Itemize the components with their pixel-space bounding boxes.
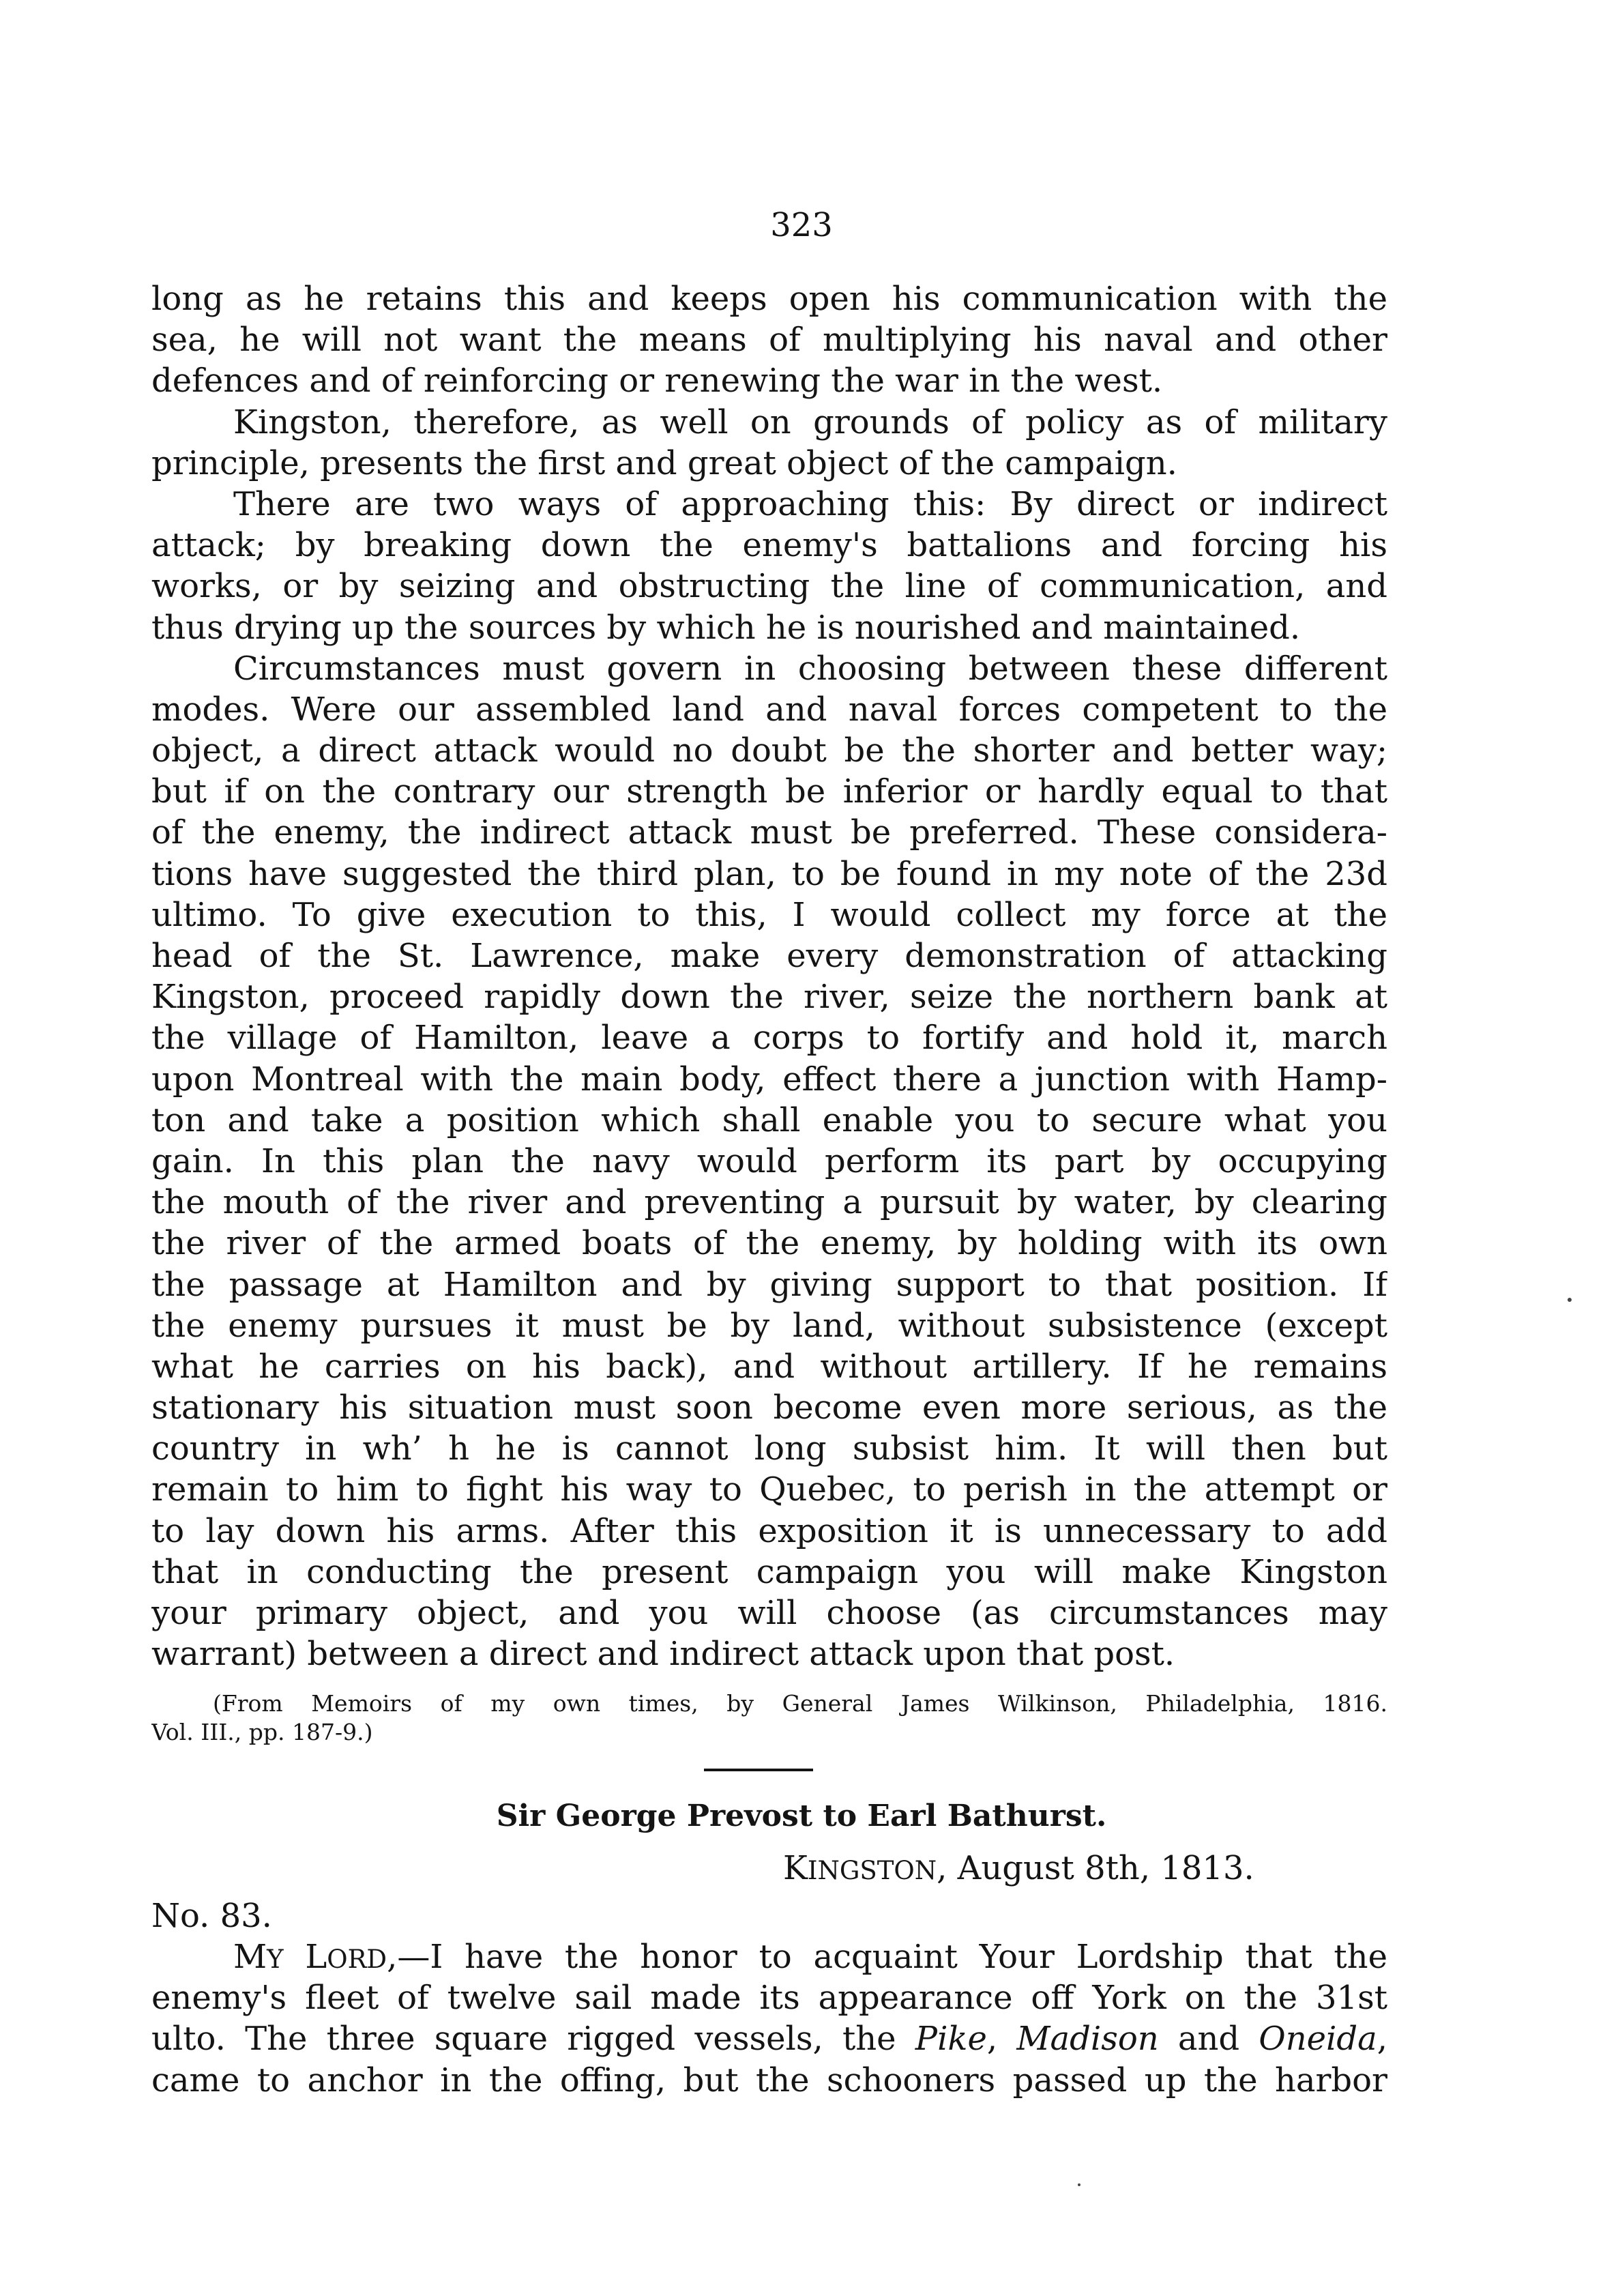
letter-excerpt-text	[151, 278, 1387, 1674]
salutation-my-rest: Y	[267, 1945, 284, 1974]
citation-line: (From Memoirs of my own times, by General James Wilkinson, Philadelphia, 1816.	[213, 1690, 1387, 1717]
letter-body	[151, 1936, 1387, 2101]
dateline-date: , August 8th, 1813.	[937, 1849, 1254, 1887]
text-line: tions have suggested the third plan, to be found in my note of the 23d	[151, 854, 1387, 893]
ship-separator: ,	[986, 2020, 1017, 2059]
text-line: Circumstances must govern in choosing between these different	[233, 649, 1387, 688]
ship-line-lead: ulto. The three square rigged vessels, the	[151, 2020, 915, 2059]
text-line: that in conducting the present campaign you will make Kingston	[151, 1552, 1387, 1591]
text-line: but if on the contrary our strength be inferior or hardly equal to that	[151, 772, 1387, 811]
text-line: the river of the armed boats of the enemy, by holding with its own	[151, 1224, 1387, 1263]
letter-number: No. 83.	[151, 1897, 272, 1935]
source-citation	[151, 1689, 1387, 1747]
page-number: 323	[770, 206, 833, 244]
text-line: Kingston, therefore, as well on grounds of policy as of military	[233, 403, 1387, 441]
salutation-my-initial: M	[233, 1938, 267, 1976]
text-line: enemy's fleet of twelve sail made its appearance off York on the 31st	[151, 1979, 1387, 2018]
text-line: the village of Hamilton, leave a corps to fortify and hold it, march	[151, 1019, 1387, 1058]
text-line: modes. Were our assembled land and naval forces competent to the	[151, 690, 1387, 729]
scan-speck	[1078, 2183, 1080, 2186]
dateline-place-rest: INGSTON	[807, 1856, 937, 1885]
text-line: sea, he will not want the means of multiplying his naval and other	[151, 321, 1387, 360]
text-line: what he carries on his back), and without artillery. If he remains	[151, 1347, 1387, 1386]
salutation-dash: ,—	[387, 1938, 430, 1976]
text-line: the mouth of the river and preventing a pursuit by water, by clearing	[151, 1183, 1387, 1222]
text-line: gain. In this plan the navy would perform its part by occupying	[151, 1142, 1387, 1180]
ship-separator: ,	[1377, 2020, 1387, 2059]
letter-first-line	[151, 1936, 1387, 1977]
text-line: the enemy pursues it must be by land, without subsistence (except	[151, 1306, 1387, 1345]
text-line: thus drying up the sources by which he is nourished and maintained.	[151, 608, 1301, 647]
text-line: head of the St. Lawrence, make every demonstration of attacking	[151, 937, 1387, 975]
text-line: principle, presents the first and great object of the campaign.	[151, 444, 1177, 482]
text-line: remain to him to fight his way to Quebec, to perish in the attempt or	[151, 1470, 1387, 1509]
text-line: to lay down his arms. After this exposition it is unnecessary to add	[151, 1511, 1387, 1550]
ship-name-oneida: Oneida	[1259, 2020, 1377, 2059]
text-line: attack; by breaking down the enemy's battalions and forcing his	[151, 526, 1387, 565]
text-line: works, or by seizing and obstructing the line of communication, and	[151, 567, 1387, 606]
text-line: warrant) between a direct and indirect attack upon that post.	[151, 1635, 1175, 1674]
ship-name-madison: Madison	[1016, 2020, 1159, 2059]
text-line: object, a direct attack would no doubt be the shorter and better way;	[151, 731, 1387, 770]
ship-name-pike: Pike	[915, 2020, 987, 2059]
text-line: of the enemy, the indirect attack must be preferred. These considera-	[151, 813, 1387, 852]
scan-speck	[1568, 1298, 1572, 1302]
text-line: ton and take a position which shall enable you to secure what you	[151, 1101, 1387, 1139]
text-line: the passage at Hamilton and by giving support to that position. If	[151, 1265, 1387, 1304]
text-line: There are two ways of approaching this: By direct or indirect	[233, 484, 1387, 523]
text-line: ultimo. To give execution to this, I would collect my force at the	[151, 895, 1387, 934]
text-line-with-ship-names	[151, 2018, 1387, 2059]
text-line: upon Montreal with the main body, effect there a junction with Hamp-	[151, 1060, 1387, 1099]
text-line: long as he retains this and keeps open his communication with the	[151, 280, 1387, 318]
dateline	[783, 1848, 1254, 1891]
letter-heading: Sir George Prevost to Earl Bathurst.	[496, 1799, 1107, 1833]
letter-first-line-text: I have the honor to acquaint Your Lordship that the	[430, 1938, 1387, 1976]
text-line: came to anchor in the offing, but the schooners passed up the harbor	[151, 2061, 1387, 2099]
text-line: defences and of reinforcing or renewing the war in the west.	[151, 362, 1163, 401]
ship-separator: and	[1158, 2020, 1259, 2059]
text-line: country in wh’ h he is cannot long subsist him. It will then but	[151, 1429, 1387, 1468]
section-divider	[704, 1769, 813, 1771]
text-line: Kingston, proceed rapidly down the river, seize the northern bank at	[151, 978, 1387, 1017]
salutation-lord-rest: ORD	[327, 1945, 387, 1974]
salutation-lord-initial: L	[305, 1938, 327, 1976]
dateline-place-initial: K	[783, 1849, 808, 1887]
text-line: your primary object, and you will choose (as circumstances may	[151, 1594, 1387, 1632]
text-line: stationary his situation must soon become even more serious, as the	[151, 1389, 1387, 1427]
citation-line: Vol. III., pp. 187-9.)	[151, 1719, 373, 1745]
